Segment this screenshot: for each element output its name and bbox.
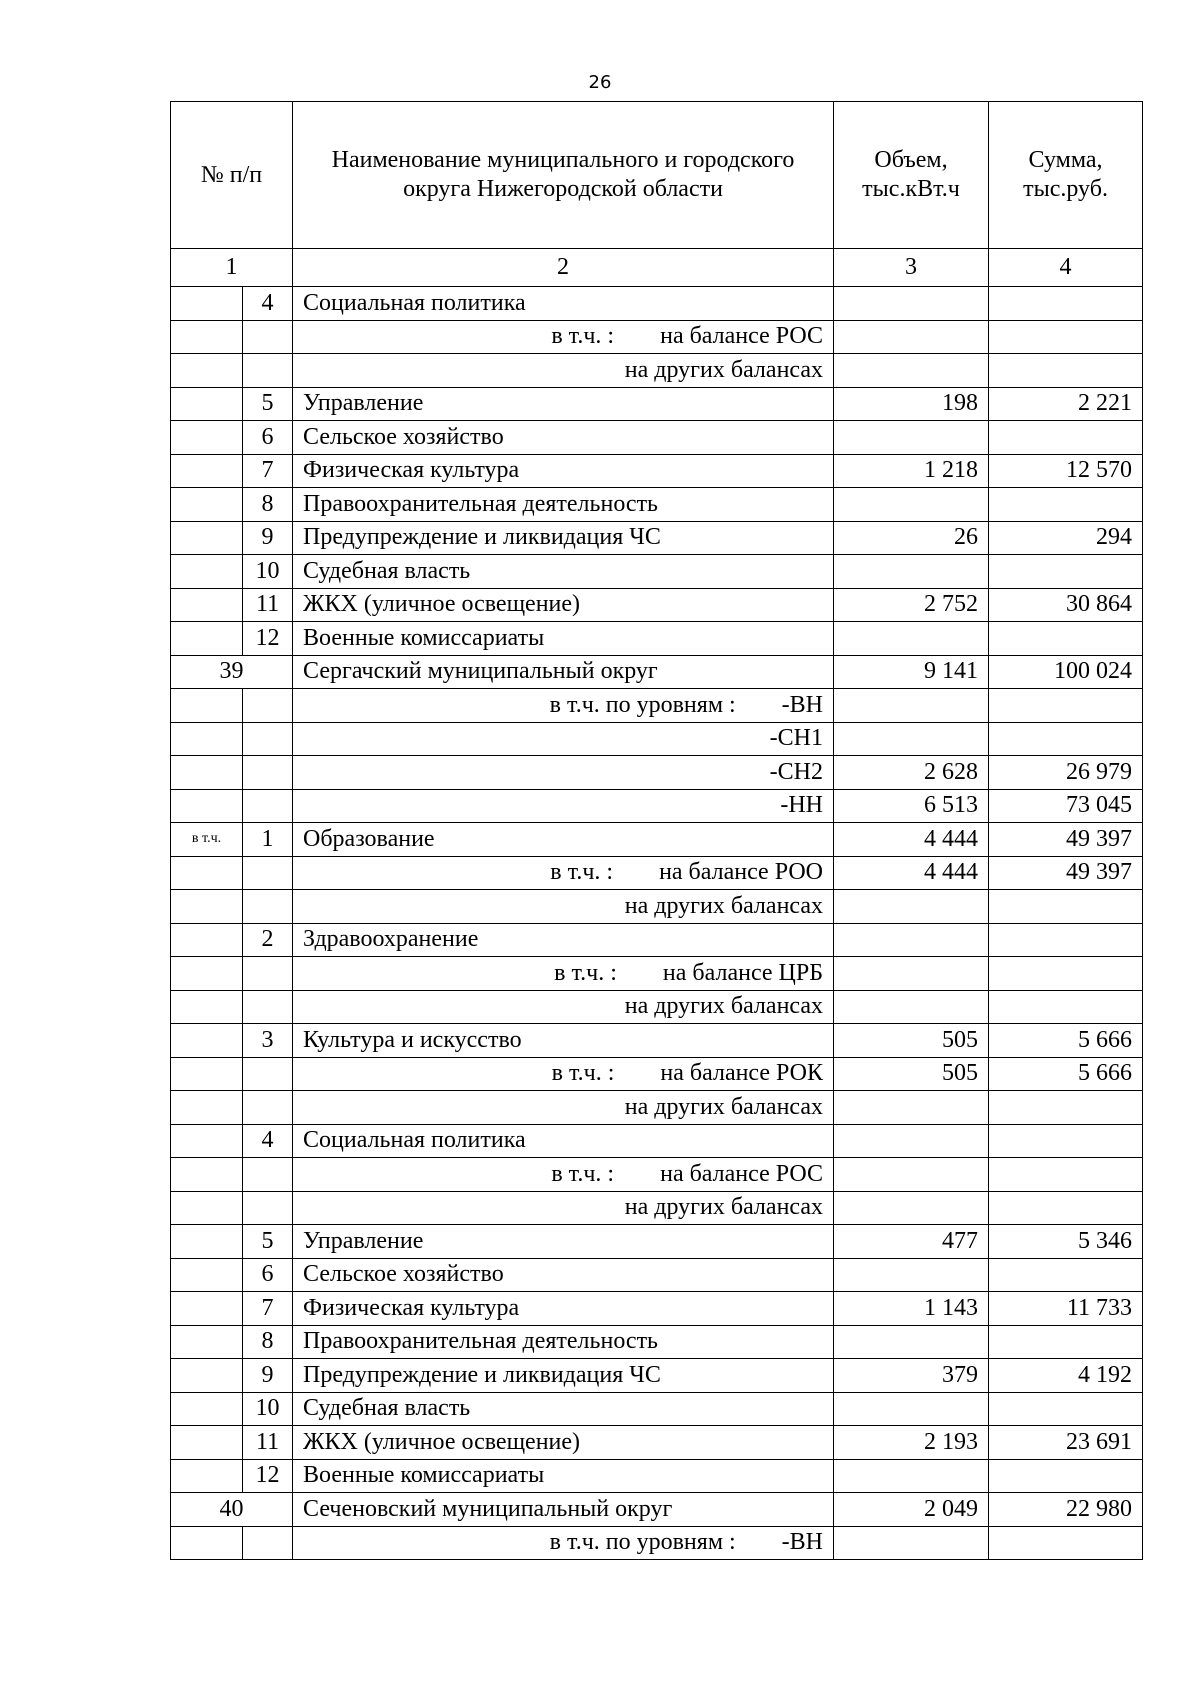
row-prefix xyxy=(171,622,243,656)
row-number: 6 xyxy=(243,421,293,455)
row-subname xyxy=(293,1057,834,1091)
volume-cell: 1 218 xyxy=(834,454,989,488)
row-name: Сергачский муниципальный округ xyxy=(293,655,834,689)
breakdown-label: -СН1 xyxy=(769,725,824,752)
row-name: Судебная власть xyxy=(293,1392,834,1426)
sum-cell: 22 980 xyxy=(989,1493,1143,1527)
breakdown-label: -СН2 xyxy=(769,758,824,785)
row-prefix xyxy=(171,1258,243,1292)
breakdown-label: на других балансах xyxy=(624,1194,824,1221)
volume-cell: 379 xyxy=(834,1359,989,1393)
sum-cell xyxy=(989,923,1143,957)
volume-cell: 2 752 xyxy=(834,588,989,622)
sum-cell xyxy=(989,555,1143,589)
volume-cell: 505 xyxy=(834,1024,989,1058)
row-number: 9 xyxy=(243,1359,293,1393)
row-prefix: в т.ч. xyxy=(171,823,243,857)
row-number: 8 xyxy=(243,1325,293,1359)
level-caption: в т.ч. по уровням : xyxy=(549,691,736,718)
row-prefix xyxy=(171,1292,243,1326)
row-prefix xyxy=(171,1359,243,1393)
breakdown-caption: в т.ч. : xyxy=(551,1060,615,1087)
table-row xyxy=(171,856,1143,890)
row-name: Образование xyxy=(293,823,834,857)
column-number: 2 xyxy=(293,249,834,287)
volume-cell xyxy=(834,722,989,756)
row-subname xyxy=(293,1526,834,1560)
volume-cell xyxy=(834,689,989,723)
volume-cell xyxy=(834,1158,989,1192)
volume-cell xyxy=(834,990,989,1024)
row-subname xyxy=(293,1158,834,1192)
row-number: 7 xyxy=(243,1292,293,1326)
row-prefix xyxy=(171,387,243,421)
row-subname xyxy=(293,756,834,790)
row-subname xyxy=(293,789,834,823)
volume-cell xyxy=(834,957,989,991)
empty-cell xyxy=(243,1091,293,1125)
sum-cell: 294 xyxy=(989,521,1143,555)
sum-cell: 5 666 xyxy=(989,1057,1143,1091)
empty-cell xyxy=(171,354,243,388)
row-number: 12 xyxy=(243,622,293,656)
sum-cell xyxy=(989,722,1143,756)
sum-cell: 11 733 xyxy=(989,1292,1143,1326)
row-name: Физическая культура xyxy=(293,454,834,488)
row-number: 9 xyxy=(243,521,293,555)
breakdown-label: на балансе РОС xyxy=(660,323,824,350)
table-row xyxy=(171,890,1143,924)
table-row xyxy=(171,1526,1143,1560)
table-row xyxy=(171,354,1143,388)
table-row xyxy=(171,923,1143,957)
volume-cell: 1 143 xyxy=(834,1292,989,1326)
empty-cell xyxy=(171,1191,243,1225)
header-sum: Сумма, тыс.руб. xyxy=(989,102,1143,249)
volume-cell: 505 xyxy=(834,1057,989,1091)
volume-cell xyxy=(834,354,989,388)
column-number: 4 xyxy=(989,249,1143,287)
table-row xyxy=(171,823,1143,857)
row-name: Правоохранительная деятельность xyxy=(293,1325,834,1359)
sum-cell xyxy=(989,1526,1143,1560)
empty-cell xyxy=(171,722,243,756)
row-prefix xyxy=(171,1325,243,1359)
empty-cell xyxy=(171,890,243,924)
sum-cell xyxy=(989,622,1143,656)
sum-cell xyxy=(989,689,1143,723)
table-body xyxy=(171,287,1143,1560)
empty-cell xyxy=(171,1057,243,1091)
row-name: Здравоохранение xyxy=(293,923,834,957)
header-name: Наименование муниципального и городского округа Нижегородской области xyxy=(293,102,834,249)
sum-cell xyxy=(989,1124,1143,1158)
row-number: 5 xyxy=(243,1225,293,1259)
volume-cell: 26 xyxy=(834,521,989,555)
volume-cell: 4 444 xyxy=(834,823,989,857)
row-subname xyxy=(293,689,834,723)
row-subname xyxy=(293,354,834,388)
row-name: Предупреждение и ликвидация ЧС xyxy=(293,1359,834,1393)
row-subname xyxy=(293,1091,834,1125)
row-prefix xyxy=(171,488,243,522)
volume-cell: 9 141 xyxy=(834,655,989,689)
sum-cell: 4 192 xyxy=(989,1359,1143,1393)
row-name: Управление xyxy=(293,387,834,421)
table-row xyxy=(171,622,1143,656)
header-volume: Объем, тыс.кВт.ч xyxy=(834,102,989,249)
row-prefix xyxy=(171,1426,243,1460)
breakdown-label: на балансе ЦРБ xyxy=(662,959,824,986)
row-name: ЖКХ (уличное освещение) xyxy=(293,588,834,622)
volume-cell xyxy=(834,555,989,589)
empty-cell xyxy=(171,756,243,790)
empty-cell xyxy=(171,990,243,1024)
row-number: 4 xyxy=(243,1124,293,1158)
sum-cell: 100 024 xyxy=(989,655,1143,689)
table-row xyxy=(171,320,1143,354)
breakdown-caption: в т.ч. : xyxy=(551,323,615,350)
group-number: 39 xyxy=(171,655,293,689)
table-row xyxy=(171,789,1143,823)
empty-cell xyxy=(171,689,243,723)
volume-cell xyxy=(834,1325,989,1359)
sum-cell xyxy=(989,1191,1143,1225)
breakdown-label: на других балансах xyxy=(624,993,824,1020)
sum-cell xyxy=(989,488,1143,522)
volume-cell xyxy=(834,1258,989,1292)
table-row xyxy=(171,990,1143,1024)
breakdown-label: на балансе РОК xyxy=(660,1060,824,1087)
table-row xyxy=(171,287,1143,321)
breakdown-caption: в т.ч. : xyxy=(554,959,617,986)
row-prefix xyxy=(171,287,243,321)
sum-cell xyxy=(989,287,1143,321)
empty-cell xyxy=(243,957,293,991)
sum-cell xyxy=(989,990,1143,1024)
volume-cell: 2 628 xyxy=(834,756,989,790)
sum-cell: 2 221 xyxy=(989,387,1143,421)
empty-cell xyxy=(243,890,293,924)
row-name: Сеченовский муниципальный округ xyxy=(293,1493,834,1527)
table-row xyxy=(171,1292,1143,1326)
row-number: 6 xyxy=(243,1258,293,1292)
row-prefix xyxy=(171,1392,243,1426)
empty-cell xyxy=(243,722,293,756)
row-name: Военные комиссариаты xyxy=(293,1459,834,1493)
empty-cell xyxy=(171,320,243,354)
breakdown-caption: в т.ч. : xyxy=(550,859,614,886)
row-name: Физическая культура xyxy=(293,1292,834,1326)
table-row xyxy=(171,387,1143,421)
row-subname xyxy=(293,1191,834,1225)
volume-cell xyxy=(834,1459,989,1493)
empty-cell xyxy=(171,1091,243,1125)
empty-cell xyxy=(171,856,243,890)
breakdown-label: на балансе РОС xyxy=(660,1160,824,1187)
sum-cell xyxy=(989,1459,1143,1493)
row-prefix xyxy=(171,1225,243,1259)
table-row xyxy=(171,1392,1143,1426)
energy-consumption-table xyxy=(170,101,1143,1560)
empty-cell xyxy=(171,1526,243,1560)
empty-cell xyxy=(243,689,293,723)
table-row xyxy=(171,957,1143,991)
empty-cell xyxy=(243,354,293,388)
row-prefix xyxy=(171,1124,243,1158)
row-name: Социальная политика xyxy=(293,287,834,321)
breakdown-caption: в т.ч. : xyxy=(551,1160,615,1187)
empty-cell xyxy=(243,1057,293,1091)
row-prefix xyxy=(171,588,243,622)
row-number: 3 xyxy=(243,1024,293,1058)
row-number: 12 xyxy=(243,1459,293,1493)
table-row xyxy=(171,1024,1143,1058)
page-number: 26 xyxy=(588,72,612,93)
sum-cell xyxy=(989,1392,1143,1426)
table-row xyxy=(171,454,1143,488)
row-prefix xyxy=(171,454,243,488)
row-number: 8 xyxy=(243,488,293,522)
sum-cell xyxy=(989,1158,1143,1192)
row-number: 10 xyxy=(243,1392,293,1426)
volume-cell: 198 xyxy=(834,387,989,421)
table-row xyxy=(171,1191,1143,1225)
row-subname xyxy=(293,957,834,991)
row-name: Правоохранительная деятельность xyxy=(293,488,834,522)
table-row xyxy=(171,1158,1143,1192)
row-subname xyxy=(293,722,834,756)
volume-cell xyxy=(834,287,989,321)
column-number: 3 xyxy=(834,249,989,287)
table-row xyxy=(171,521,1143,555)
table-row xyxy=(171,655,1143,689)
table-row xyxy=(171,689,1143,723)
breakdown-label: -НН xyxy=(780,792,824,819)
volume-cell xyxy=(834,320,989,354)
table-row xyxy=(171,588,1143,622)
sum-cell: 12 570 xyxy=(989,454,1143,488)
table-row xyxy=(171,1325,1143,1359)
empty-cell xyxy=(243,1526,293,1560)
sum-cell xyxy=(989,421,1143,455)
row-prefix xyxy=(171,555,243,589)
volume-cell xyxy=(834,421,989,455)
sum-cell xyxy=(989,957,1143,991)
table-row xyxy=(171,722,1143,756)
row-number: 10 xyxy=(243,555,293,589)
empty-cell xyxy=(243,320,293,354)
volume-cell xyxy=(834,1124,989,1158)
row-number: 11 xyxy=(243,1426,293,1460)
row-number: 4 xyxy=(243,287,293,321)
sum-cell xyxy=(989,1258,1143,1292)
row-prefix xyxy=(171,521,243,555)
sum-cell xyxy=(989,890,1143,924)
header-row xyxy=(171,102,1143,249)
empty-cell xyxy=(243,1158,293,1192)
row-prefix xyxy=(171,421,243,455)
level-caption: в т.ч. по уровням : xyxy=(549,1529,736,1556)
column-number: 1 xyxy=(171,249,293,287)
sum-cell: 5 346 xyxy=(989,1225,1143,1259)
header-number: № п/п xyxy=(171,102,293,249)
table-row xyxy=(171,1225,1143,1259)
sum-cell: 23 691 xyxy=(989,1426,1143,1460)
table-row xyxy=(171,1124,1143,1158)
table-row xyxy=(171,421,1143,455)
sum-cell xyxy=(989,1091,1143,1125)
table-row xyxy=(171,1258,1143,1292)
table-row xyxy=(171,756,1143,790)
empty-cell xyxy=(243,856,293,890)
sum-cell xyxy=(989,320,1143,354)
volume-cell xyxy=(834,622,989,656)
level-label: -ВН xyxy=(781,691,824,718)
sum-cell xyxy=(989,354,1143,388)
volume-cell xyxy=(834,923,989,957)
row-subname xyxy=(293,990,834,1024)
volume-cell: 2 049 xyxy=(834,1493,989,1527)
empty-cell xyxy=(171,957,243,991)
row-name: Культура и искусство xyxy=(293,1024,834,1058)
volume-cell xyxy=(834,1091,989,1125)
volume-cell: 4 444 xyxy=(834,856,989,890)
breakdown-label: на других балансах xyxy=(624,892,824,919)
row-prefix xyxy=(171,1459,243,1493)
level-label: -ВН xyxy=(781,1529,824,1556)
table-row xyxy=(171,1359,1143,1393)
row-number: 2 xyxy=(243,923,293,957)
row-subname xyxy=(293,890,834,924)
row-subname xyxy=(293,856,834,890)
row-name: Сельское хозяйство xyxy=(293,1258,834,1292)
row-name: Социальная политика xyxy=(293,1124,834,1158)
volume-cell xyxy=(834,1191,989,1225)
breakdown-label: на других балансах xyxy=(624,356,824,383)
row-prefix xyxy=(171,1024,243,1058)
volume-cell xyxy=(834,488,989,522)
table-row xyxy=(171,488,1143,522)
group-number: 40 xyxy=(171,1493,293,1527)
sum-cell: 73 045 xyxy=(989,789,1143,823)
table-row xyxy=(171,1091,1143,1125)
volume-cell: 2 193 xyxy=(834,1426,989,1460)
row-name: ЖКХ (уличное освещение) xyxy=(293,1426,834,1460)
column-number-row xyxy=(171,249,1143,287)
empty-cell xyxy=(171,789,243,823)
sum-cell: 26 979 xyxy=(989,756,1143,790)
table-row xyxy=(171,555,1143,589)
empty-cell xyxy=(243,789,293,823)
sum-cell: 49 397 xyxy=(989,856,1143,890)
table-row xyxy=(171,1057,1143,1091)
volume-cell xyxy=(834,890,989,924)
row-number: 1 xyxy=(243,823,293,857)
volume-cell: 477 xyxy=(834,1225,989,1259)
breakdown-label: на балансе РОО xyxy=(659,859,824,886)
sum-cell: 5 666 xyxy=(989,1024,1143,1058)
sum-cell: 30 864 xyxy=(989,588,1143,622)
table-row xyxy=(171,1426,1143,1460)
empty-cell xyxy=(171,1158,243,1192)
row-name: Сельское хозяйство xyxy=(293,421,834,455)
volume-cell xyxy=(834,1392,989,1426)
volume-cell xyxy=(834,1526,989,1560)
breakdown-label: на других балансах xyxy=(624,1093,824,1120)
row-number: 5 xyxy=(243,387,293,421)
table-row xyxy=(171,1459,1143,1493)
empty-cell xyxy=(243,990,293,1024)
sum-cell xyxy=(989,1325,1143,1359)
row-name: Военные комиссариаты xyxy=(293,622,834,656)
row-number: 11 xyxy=(243,588,293,622)
volume-cell: 6 513 xyxy=(834,789,989,823)
row-name: Управление xyxy=(293,1225,834,1259)
row-prefix xyxy=(171,923,243,957)
sum-cell: 49 397 xyxy=(989,823,1143,857)
row-name: Предупреждение и ликвидация ЧС xyxy=(293,521,834,555)
empty-cell xyxy=(243,756,293,790)
row-name: Судебная власть xyxy=(293,555,834,589)
table-row xyxy=(171,1493,1143,1527)
row-subname xyxy=(293,320,834,354)
empty-cell xyxy=(243,1191,293,1225)
row-number: 7 xyxy=(243,454,293,488)
